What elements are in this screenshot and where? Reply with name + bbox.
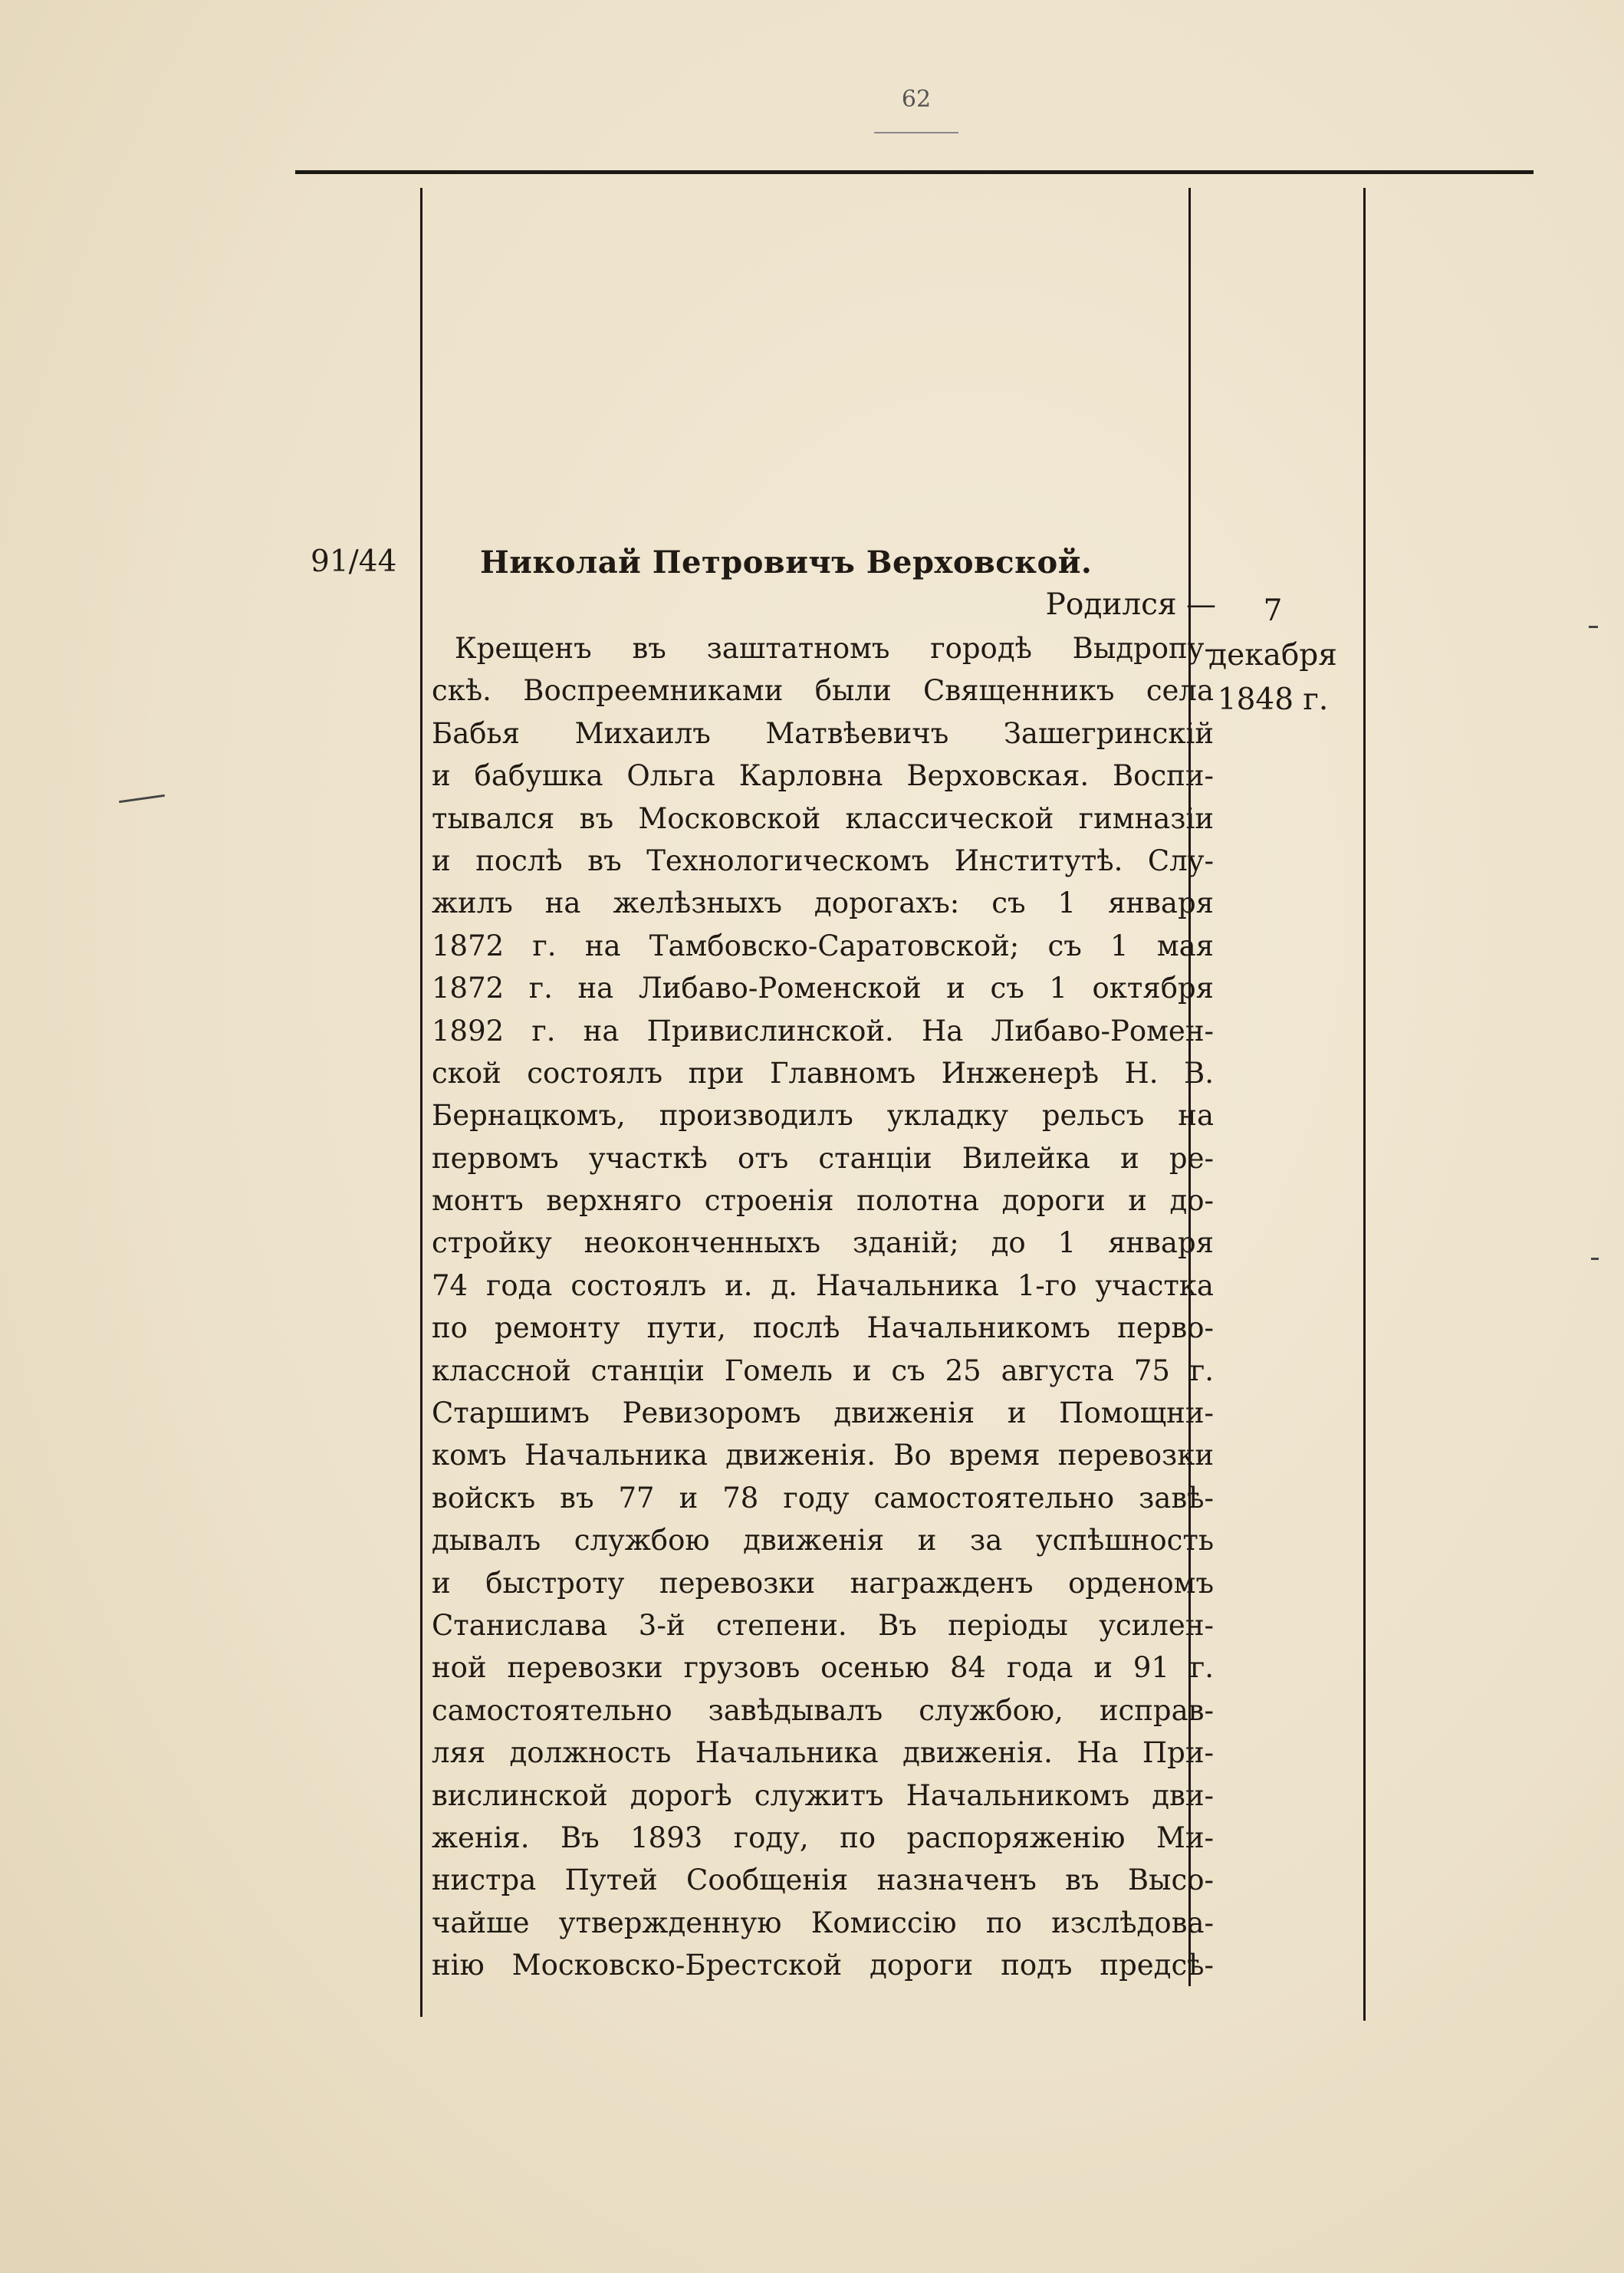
text-line: 1872 г. на Тамбовско-Саратовской; съ 1 мая [432,929,1214,962]
text-line: 1892 г. на Привислинской. На Либаво-Ромен- [432,1014,1214,1048]
text-line: жилъ на желѣзныхъ дорогахъ: съ 1 января [432,887,1214,920]
text-line: и бабушка Ольга Карловна Верховская. Воспи- [432,759,1214,793]
text-line: Бабья Михаилъ Матвѣевичъ Зашегринскій [432,716,1214,750]
text-line: Старшимъ Ревизоромъ движенія и Помощни- [432,1396,1214,1430]
text-line: стройку неоконченныхъ зданій; до 1 января [432,1226,1214,1260]
text-line: и быстроту перевозки награжденъ орденомъ [432,1566,1214,1600]
text-line: дывалъ службою движенія и за успѣшность [432,1524,1214,1558]
text-line: 74 года состоялъ и. д. Начальника 1-го участка [432,1268,1214,1302]
text-line: Крещенъ въ заштатномъ городѣ Выдропу- [455,632,1214,665]
column-divider-left [420,188,422,2017]
birth-date-day: 7 декабря [1208,594,1337,673]
text-line: ной перевозки грузовъ осенью 84 года и 91 г. [432,1651,1214,1685]
text-line: ляя должность Начальника движенія. На При- [432,1736,1214,1770]
entry-name: Николай Петровичъ Верховской. [480,544,1093,581]
column-divider-right [1363,188,1366,2021]
biography-text [432,627,1214,1987]
text-line: первомъ участкѣ отъ станціи Вилейка и ре- [432,1141,1214,1175]
table-top-rule [295,170,1534,174]
birth-date [1196,589,1349,722]
text-line: чайше утвержденную Комиссію по изслѣдова- [432,1906,1214,1939]
margin-mark [119,794,165,803]
entry-number: 91/44 [311,544,397,579]
text-line: женія. Въ 1893 году, по распоряженію Ми- [432,1821,1214,1854]
text-line: войскъ въ 77 и 78 году самостоятельно завѣ- [432,1481,1214,1515]
birth-label: Родился — [1045,587,1216,622]
text-line: нію Московско-Брестской дороги подъ предсѣ- [432,1949,1214,1982]
birth-date-year: 1848 г. [1217,683,1329,717]
text-line: по ремонту пути, послѣ Начальникомъ перво- [432,1311,1214,1345]
text-line: Бернацкомъ, производилъ укладку рельсъ на [432,1099,1214,1133]
text-line: монтъ верхняго строенія полотна дороги и до- [432,1184,1214,1218]
text-line: и послѣ въ Технологическомъ Институтѣ. Слу- [432,844,1214,877]
text-line: нистра Путей Сообщенія назначенъ въ Высо- [432,1863,1214,1897]
text-line: ской состоялъ при Главномъ Инженерѣ Н. В. [432,1056,1214,1090]
text-line: тывался въ Московской классической гимназіи [432,801,1214,835]
page-number-rule [874,132,958,133]
margin-mark [1589,626,1598,628]
text-line: скѣ. Воспреемниками были Священникъ села [432,674,1214,708]
text-line: Станислава 3-й степени. Въ періоды усилен- [432,1608,1214,1642]
text-line: 1872 г. на Либаво-Роменской и съ 1 октября [432,972,1214,1005]
text-line: комъ Начальника движенія. Во время перевозки [432,1439,1214,1472]
text-line: самостоятельно завѣдывалъ службою, исправ- [432,1693,1214,1727]
text-line: вислинской дорогѣ служитъ Начальникомъ дви- [432,1778,1214,1812]
margin-mark [1591,1258,1599,1260]
text-line: классной станціи Гомель и съ 25 августа 75 г. [432,1354,1214,1387]
page-number: 62 [901,86,932,113]
